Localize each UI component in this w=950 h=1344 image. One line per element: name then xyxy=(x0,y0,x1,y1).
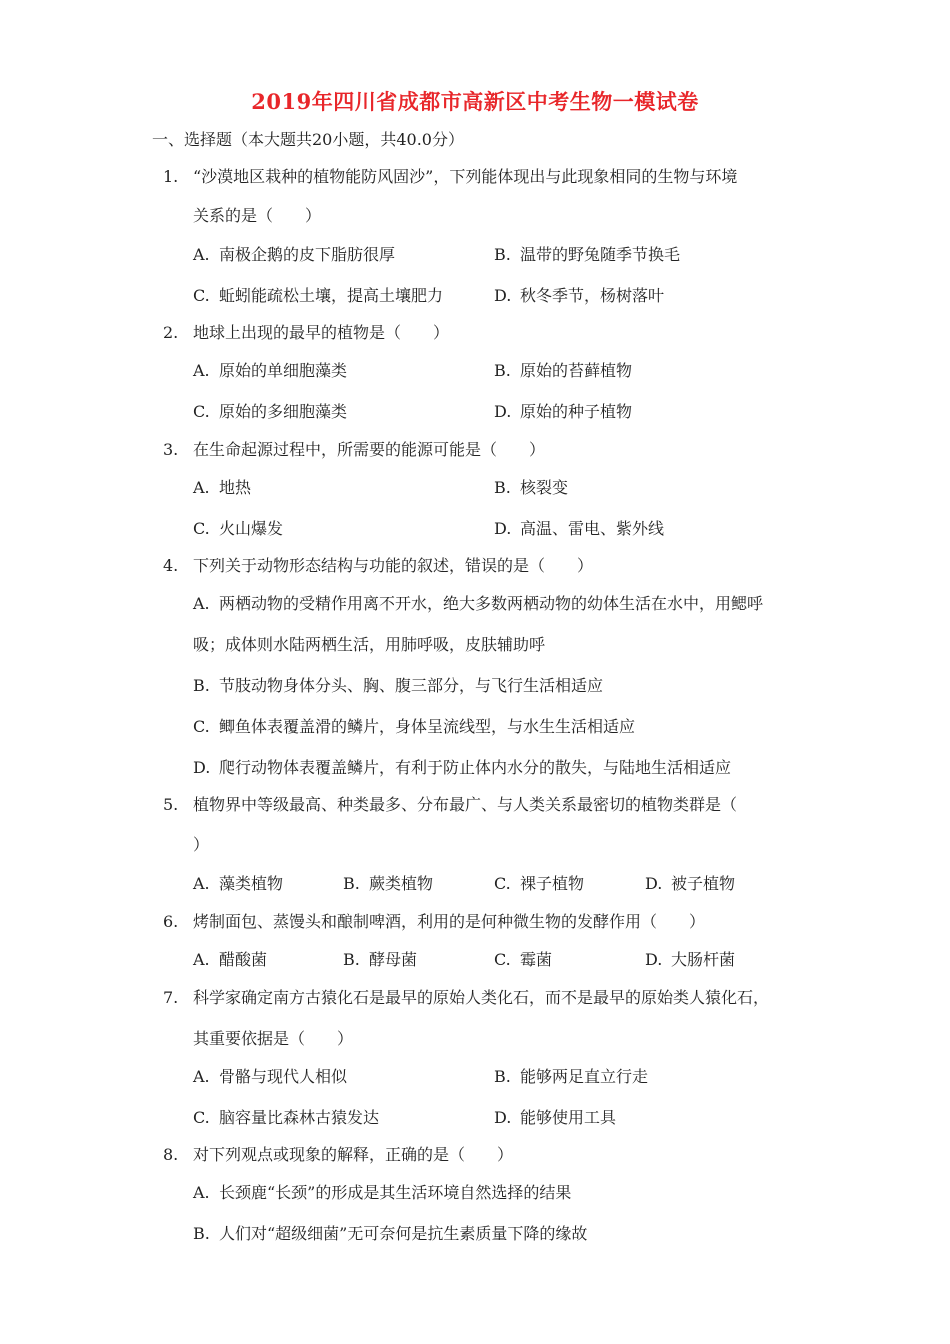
option-d: D. 能够使用工具 xyxy=(494,1108,617,1127)
option-b: B. 原始的苔藓植物 xyxy=(494,361,633,380)
option-c: C. 霉菌 xyxy=(494,950,553,969)
option-a: A. 长颈鹿“长颈”的形成是其生活环境自然选择的结果 xyxy=(193,1183,572,1202)
exam-title: 2019年四川省成都市高新区中考生物一模试卷 xyxy=(251,89,699,114)
option-a: A. 骨骼与现代人相似 xyxy=(193,1067,348,1086)
question-text: 烤制面包、蒸馒头和酿制啤酒，利用的是何种微生物的发酵作用（ ） xyxy=(193,912,706,931)
question-number: 4. xyxy=(163,556,179,575)
question-text: 在生命起源过程中，所需要的能源可能是（ ） xyxy=(193,440,546,459)
option-a: A. 醋酸菌 xyxy=(193,950,268,969)
option-a-continuation: 吸；成体则水陆两栖生活，用肺呼吸，皮肤辅助呼 xyxy=(193,635,546,654)
option-d: D. 大肠杆菌 xyxy=(645,950,736,969)
option-b: B. 节肢动物身体分头、胸、腹三部分，与飞行生活相适应 xyxy=(193,676,604,695)
question-number: 6. xyxy=(163,912,179,931)
option-c: C. 原始的多细胞藻类 xyxy=(193,402,348,421)
option-d: D. 高温、雷电、紫外线 xyxy=(494,519,665,538)
question-text: 植物界中等级最高、种类最多、分布最广、与人类关系最密切的植物类群是（ xyxy=(193,795,738,814)
option-c: C. 火山爆发 xyxy=(193,519,284,538)
option-d: D. 爬行动物体表覆盖鳞片，有利于防止体内水分的散失，与陆地生活相适应 xyxy=(193,758,732,777)
option-b: B. 温带的野兔随季节换毛 xyxy=(494,245,681,264)
question-text: “沙漠地区栽种的植物能防风固沙”，下列能体现出与此现象相同的生物与环境 xyxy=(193,167,738,186)
option-c: C. 脑容量比森林古猿发达 xyxy=(193,1108,380,1127)
question-number: 3. xyxy=(163,440,179,459)
option-d: D. 原始的种子植物 xyxy=(494,402,633,421)
option-a: A. 原始的单细胞藻类 xyxy=(193,361,348,380)
option-b: B. 核裂变 xyxy=(494,478,569,497)
option-b: B. 酵母菌 xyxy=(343,950,418,969)
question-number: 5. xyxy=(163,795,179,814)
option-a: A. 藻类植物 xyxy=(193,874,284,893)
option-c: C. 裸子植物 xyxy=(494,874,585,893)
question-text: 地球上出现的最早的植物是（ ） xyxy=(193,323,450,342)
question-number: 8. xyxy=(163,1145,179,1164)
question-text: 其重要依据是（ ） xyxy=(193,1029,354,1048)
option-b: B. 人们对“超级细菌”无可奈何是抗生素质量下降的缘故 xyxy=(193,1224,588,1243)
question-number: 1. xyxy=(163,167,179,186)
question-text: ） xyxy=(193,835,210,854)
option-a: A. 两栖动物的受精作用离不开水，绝大多数两栖动物的幼体生活在水中，用鳃呼 xyxy=(193,594,764,613)
option-a: A. 地热 xyxy=(193,478,252,497)
option-b: B. 蕨类植物 xyxy=(343,874,434,893)
question-number: 7. xyxy=(163,988,179,1007)
question-text: 关系的是（ ） xyxy=(193,206,322,225)
option-d: D. 被子植物 xyxy=(645,874,736,893)
option-c: C. 鲫鱼体表覆盖滑的鳞片，身体呈流线型，与水生生活相适应 xyxy=(193,717,636,736)
option-d: D. 秋冬季节，杨树落叶 xyxy=(494,286,665,305)
question-text: 科学家确定南方古猿化石是最早的原始人类化石，而不是最早的原始类人猿化石， xyxy=(193,988,770,1007)
question-number: 2. xyxy=(163,323,179,342)
option-b: B. 能够两足直立行走 xyxy=(494,1067,649,1086)
section-heading: 一、选择题（本大题共20小题，共40.0分） xyxy=(152,130,464,149)
option-c: C. 蚯蚓能疏松土壤，提高土壤肥力 xyxy=(193,286,444,305)
question-text: 对下列观点或现象的解释，正确的是（ ） xyxy=(193,1145,514,1164)
question-text: 下列关于动物形态结构与功能的叙述，错误的是（ ） xyxy=(193,556,594,575)
option-a: A. 南极企鹅的皮下脂肪很厚 xyxy=(193,245,396,264)
